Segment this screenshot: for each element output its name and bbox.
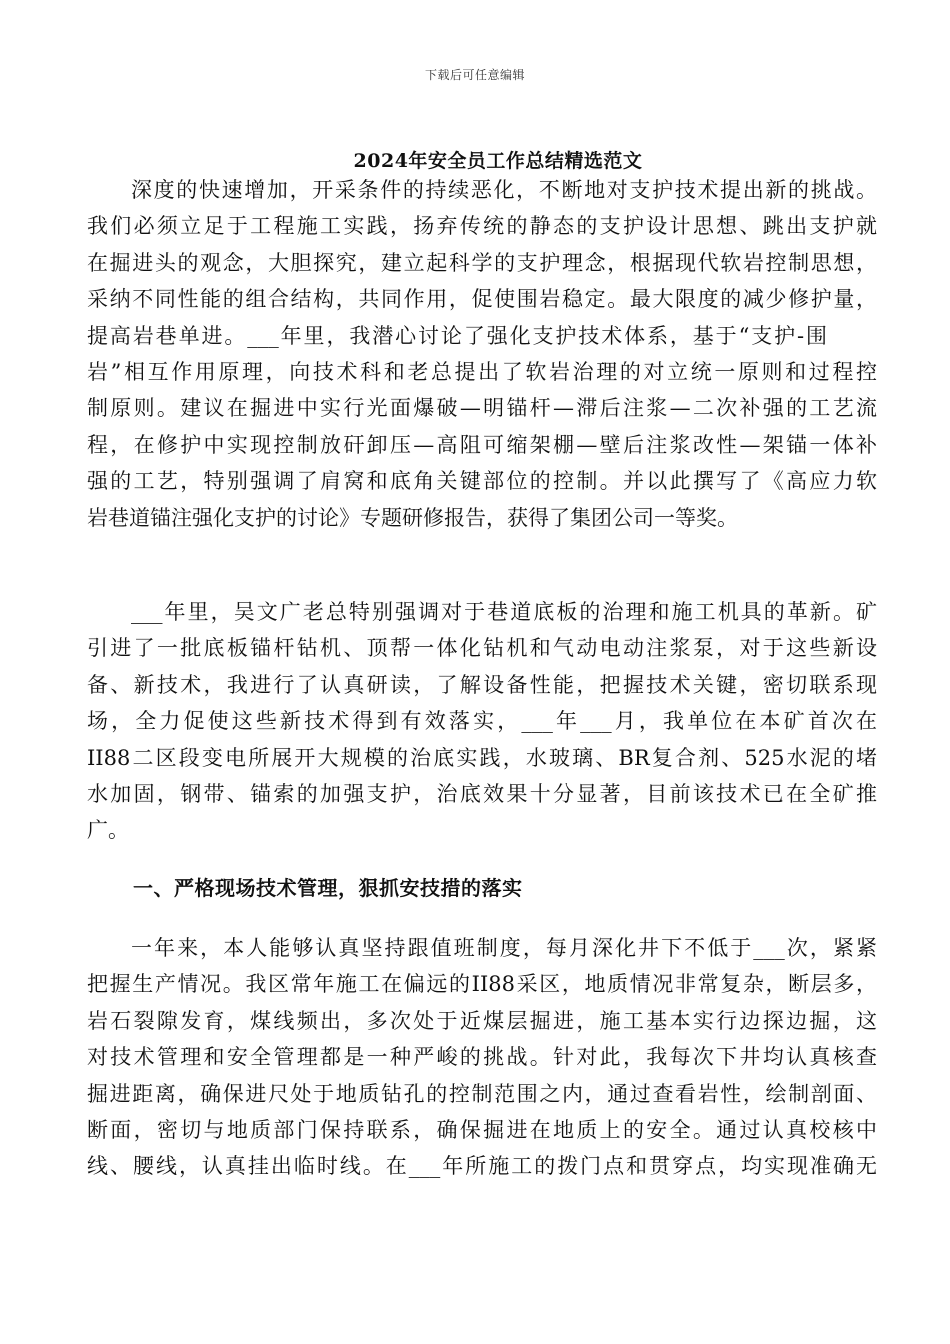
- document-title: 2024年安全员工作总结精选范文: [353, 150, 643, 172]
- paragraph-line: 深度的快速增加，开采条件的持续恶化，不断地对支护技术提出新的挑战。: [131, 178, 877, 202]
- paragraph-line: 提高岩巷单进。___年里，我潜心讨论了强化支护技术体系，基于“支护-围: [87, 323, 827, 348]
- paragraph-line: 备、新技术，我进行了认真研读，了解设备性能，把握技术关键，密切联系现: [87, 672, 877, 697]
- paragraph-line: 采纳不同性能的组合结构，共同作用，促使围岩稳定。最大限度的减少修护量，: [87, 287, 877, 312]
- paragraph-line: 场，全力促使这些新技术得到有效落实，___年___月，我单位在本矿首次在: [87, 709, 877, 734]
- section-heading: 一、严格现场技术管理，狠抓安技措的落实: [133, 876, 523, 900]
- paragraph-line: 程，在修护中实现控制放矸卸压—高阻可缩架棚—壁后注浆改性—架锚一体补: [87, 432, 877, 457]
- paragraph-line: 岩”相互作用原理，向技术科和老总提出了软岩治理的对立统一原则和过程控: [87, 359, 877, 384]
- paragraph-line: 线、腰线，认真挂出临时线。在___年所施工的拨门点和贯穿点，均实现准确无: [87, 1154, 877, 1179]
- paragraph-line: 岩石裂隙发育，煤线频出，多次处于近煤层掘进，施工基本实行边探边掘，这: [87, 1008, 877, 1033]
- paragraph-line: 在掘进头的观念，大胆探究，建立起科学的支护理念，根据现代软岩控制思想，: [87, 250, 877, 275]
- paragraph-line: 制原则。建议在掘进中实行光面爆破—明锚杆—滞后注浆—二次补强的工艺流: [87, 396, 877, 421]
- paragraph-2: [87, 594, 877, 849]
- paragraph-line: 岩巷道锚注强化支护的讨论》专题研修报告，获得了集团公司一等奖。: [87, 505, 738, 530]
- paragraph-line: 水加固，钢带、锚索的加强支护，治底效果十分显著，目前该技术已在全矿推: [87, 781, 877, 806]
- paragraph-line: 引进了一批底板锚杆钻机、顶帮一体化钻机和气动电动注浆泵，对于这些新设: [87, 636, 877, 661]
- paragraph-line: ___年里，吴文广老总特别强调对于巷道底板的治理和施工机具的革新。矿: [131, 600, 877, 624]
- paragraph-line: 对技术管理和安全管理都是一种严峻的挑战。针对此，我每次下井均认真核查: [87, 1045, 877, 1070]
- paragraph-line: 掘进距离，确保进尺处于地质钻孔的控制范围之内，通过查看岩性，绘制剖面、: [87, 1081, 877, 1106]
- paragraph-line: 我们必须立足于工程施工实践，扬弃传统的静态的支护设计思想、跳出支护就: [87, 214, 877, 239]
- paragraph-line: 广。: [87, 818, 129, 843]
- paragraph-line: II88二区段变电所展开大规模的治底实践，水玻璃、BR复合剂、525水泥的堵: [87, 745, 877, 770]
- paragraph-line: 强的工艺，特别强调了肩窝和底角关键部位的控制。并以此撰写了《高应力软: [87, 469, 877, 494]
- paragraph-line: 一年来，本人能够认真坚持跟值班制度，每月深化井下不低于___次，紧紧: [131, 936, 877, 960]
- paragraph-3: [87, 930, 877, 1185]
- paragraph-line: 把握生产情况。我区常年施工在偏远的II88采区，地质情况非常复杂，断层多，: [87, 972, 877, 997]
- header-note: 下载后可任意编辑: [424, 68, 525, 82]
- paragraph-line: 断面，密切与地质部门保持联系，确保掘进在地质上的安全。通过认真校核中: [87, 1117, 877, 1142]
- paragraph-1: [87, 172, 877, 536]
